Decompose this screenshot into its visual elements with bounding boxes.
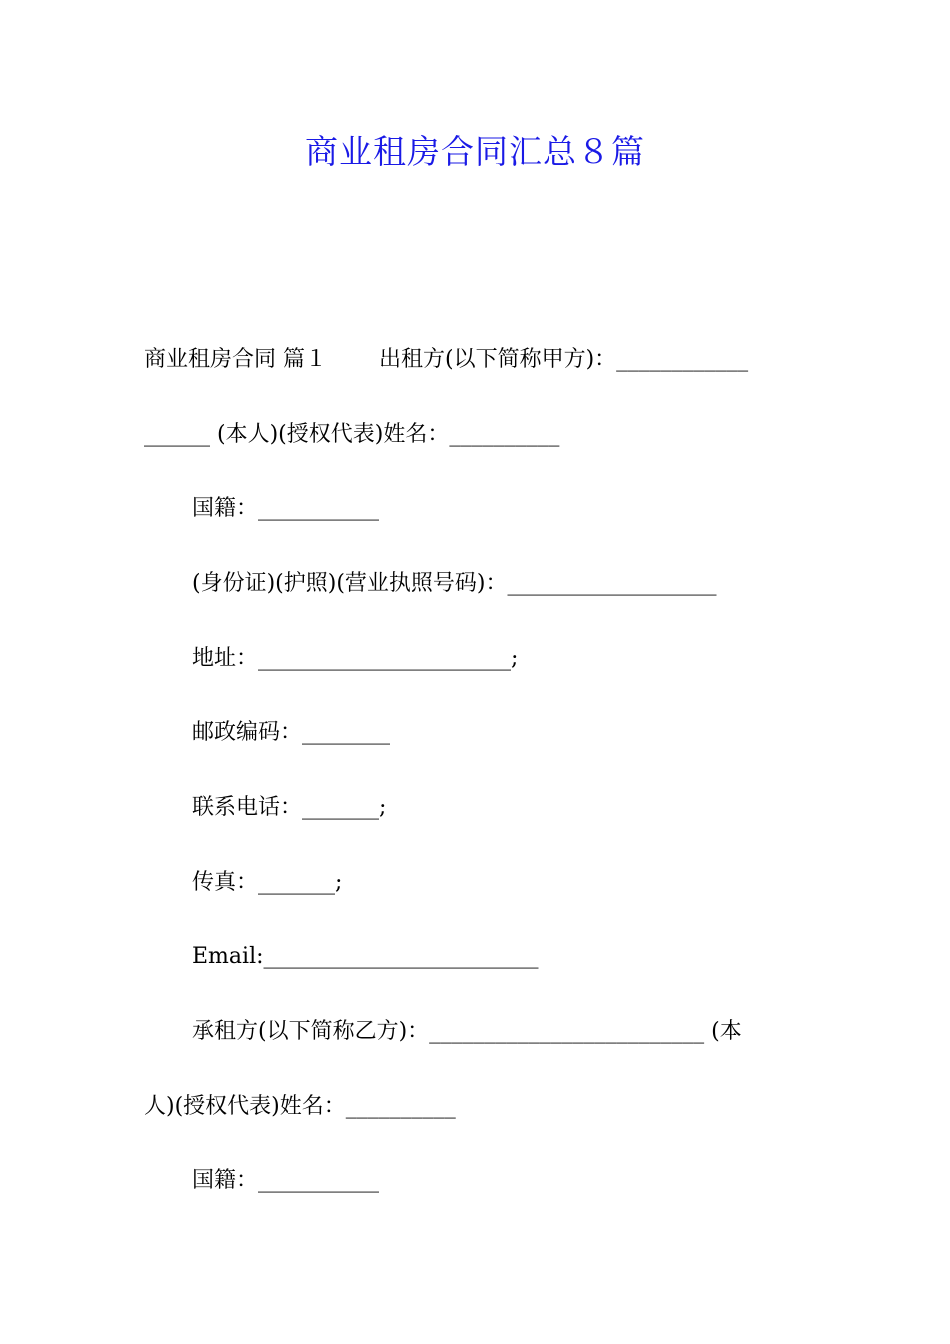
lessor-label: 出租方(以下简称甲方)：____________ — [379, 347, 749, 372]
section-heading: 商业租房合同 篇１ — [144, 347, 327, 372]
text-line-11: 人)(授权代表)姓名：__________ — [144, 1094, 456, 1119]
text-line-5: 地址：_______________________; — [192, 646, 519, 671]
text-line-8: 传真：_______; — [192, 870, 343, 895]
text-line-7: 联系电话：_______; — [192, 795, 387, 820]
text-line-2: ______ (本人)(授权代表)姓名：__________ — [144, 422, 560, 447]
text-line-1 — [144, 345, 814, 375]
text-line-9: Email:_________________________ — [192, 944, 539, 969]
document-title: 商业租房合同汇总８篇 — [305, 132, 645, 171]
text-line-3: 国籍：___________ — [192, 496, 380, 521]
text-line-10: 承租方(以下简称乙方)：_________________________ (本 — [192, 1019, 742, 1044]
text-line-12: 国籍：___________ — [192, 1168, 380, 1193]
text-line-6: 邮政编码：________ — [192, 720, 391, 745]
text-line-4: (身份证)(护照)(营业执照号码)：___________________ — [192, 571, 717, 596]
